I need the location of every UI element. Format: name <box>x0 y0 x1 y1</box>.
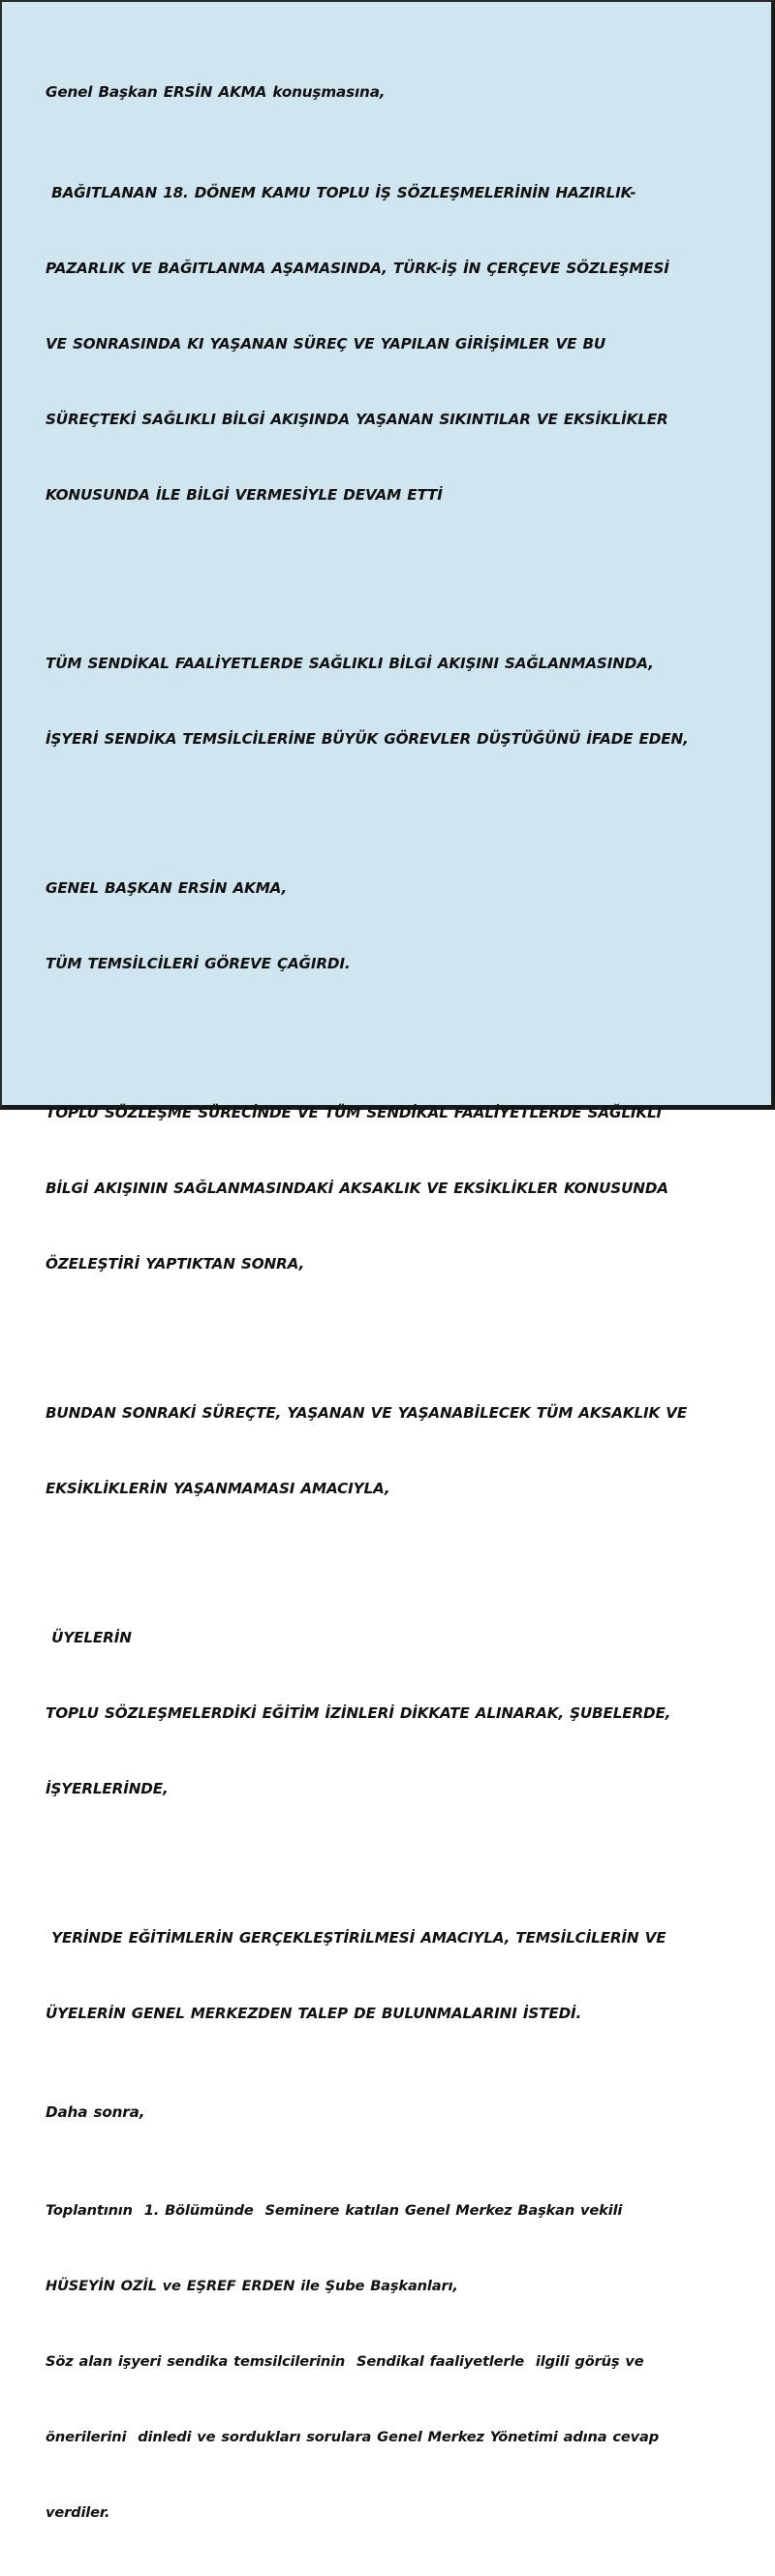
paragraph-agreement-process <box>46 130 743 558</box>
paragraph-duties <box>46 600 743 802</box>
text-line: TÜM TEMSİLCİLERİ GÖREVE ÇAĞIRDI. <box>46 955 351 972</box>
text-line: TOPLU SÖZLEŞME SÜRECİNDE VE TÜM SENDİKAL FAALİYETLERDE SAĞLIKLI <box>46 1104 663 1121</box>
text-line: Toplantının 1. Bölümünde Seminere katılan Genel Merkez Başkan vekili <box>46 2202 623 2219</box>
text-line: BUNDAN SONRAKİ SÜREÇTE, YAŞANAN VE YAŞANABİLECEK TÜM AKSAKLIK VE <box>46 1404 688 1422</box>
text-line: ÜYELERİN <box>46 1629 132 1646</box>
text-line: HÜSEYİN OZİL ve EŞREF ERDEN ile Şube Başkanları, <box>46 2278 458 2294</box>
text-line: İŞYERLERİNDE, <box>46 1780 169 1797</box>
text-line: BAĞITLANAN 18. DÖNEM KAMU TOPLU İŞ SÖZLEŞMELERİNİN HAZIRLIK- <box>46 184 636 201</box>
text-line: VE SONRASINDA KI YAŞANAN SÜREÇ VE YAPILAN GİRİŞİMLER VE BU <box>46 335 606 353</box>
text-line: verdiler. <box>46 2504 110 2521</box>
text-line: BİLGİ AKIŞININ SAĞLANMASINDAKİ AKSAKLIK VE EKSİKLİKLER KONUSUNDA <box>46 1180 668 1197</box>
text-line: İŞYERİ SENDİKA TEMSİLCİLERİNE BÜYÜK GÖREVLER DÜŞTÜĞÜNÜ İFADE EDEN, <box>46 730 689 748</box>
text-line: Söz alan işyeri sendika temsilcilerinin Sendikal faaliyetlerle ilgili görüş ve <box>46 2353 644 2370</box>
paragraph-then: Daha sonra, <box>46 2103 145 2121</box>
paragraph-call-to-duty <box>46 825 743 1027</box>
document-body <box>46 79 743 2576</box>
text-line: YERİNDE EĞİTİMLERİN GERÇEKLEŞTİRİLMESİ AMACIYLA, TEMSİLCİLERİN VE <box>46 1929 666 1947</box>
text-line: TOPLU SÖZLEŞMELERDİKİ EĞİTİM İZİNLERİ DİKKATE ALINARAK, ŞUBELERDE, <box>46 1704 671 1722</box>
intro-line: Genel Başkan ERSİN AKMA konuşmasına, <box>46 83 386 101</box>
paragraph-onsite-training <box>46 1875 743 2076</box>
paragraph-self-criticism <box>46 1050 743 1327</box>
text-line: GENEL BAŞKAN ERSİN AKMA, <box>46 879 288 897</box>
paragraph-future-process <box>46 1350 743 1551</box>
text-line: EKSİKLİKLERİN YAŞANMAMASI AMACIYLA, <box>46 1480 390 1497</box>
text-line: önerilerini dinledi ve sordukları sorulara Genel Merkez Yönetimi adına cevap <box>46 2429 659 2445</box>
paragraph-members <box>46 1575 743 1852</box>
paragraph-meeting-summary <box>46 2148 743 2576</box>
text-line: SÜREÇTEKİ SAĞLIKLI BİLGİ AKIŞINDA YAŞANAN SIKINTILAR VE EKSİKLİKLER <box>46 411 668 428</box>
text-line: KONUSUNDA İLE BİLGİ VERMESİYLE DEVAM ETTİ <box>46 486 443 504</box>
text-line: ÜYELERİN GENEL MERKEZDEN TALEP DE BULUNMALARINI İSTEDİ. <box>46 2005 582 2022</box>
text-line: PAZARLIK VE BAĞITLANMA AŞAMASINDA, TÜRK-İŞ İN ÇERÇEVE SÖZLEŞMESİ <box>46 260 669 277</box>
text-line: TÜM SENDİKAL FAALİYETLERDE SAĞLIKLI BİLGİ AKIŞINI SAĞLANMASINDA, <box>46 655 654 672</box>
text-line: ÖZELEŞTİRİ YAPTIKTAN SONRA, <box>46 1255 305 1273</box>
